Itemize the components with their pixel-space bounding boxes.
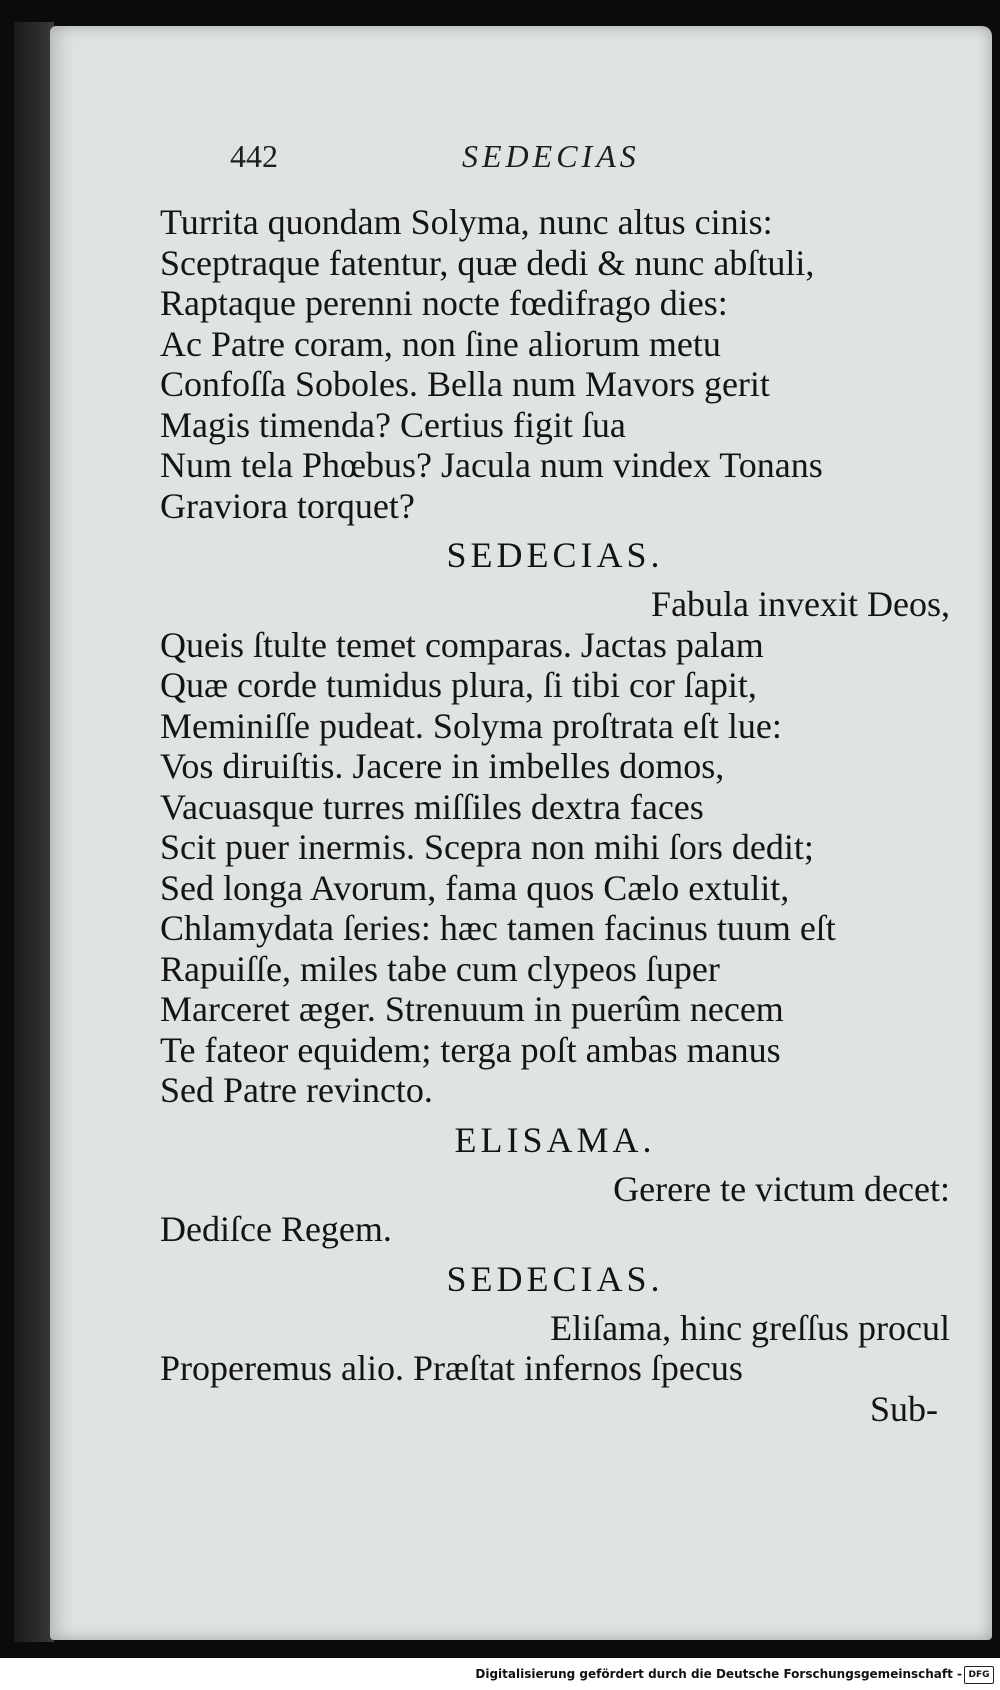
book-binding xyxy=(14,22,54,1642)
speaker-name: SEDECIAS. xyxy=(446,1258,664,1299)
verse-line: Fabula invexit Deos, xyxy=(651,584,950,624)
running-title: SEDECIAS xyxy=(462,138,640,174)
verse-line: Sed longa Avorum, fama quos Cælo extulit, xyxy=(160,867,790,908)
verse-line: Properemus alio. Præſtat infernos ſpecus xyxy=(160,1348,743,1388)
catchword: Sub- xyxy=(869,1388,938,1429)
verse-line: Magis timenda? Certius figit ſua xyxy=(160,404,626,445)
page-header xyxy=(230,138,750,182)
verse-line: Quæ corde tumidus plura, ſi tibi cor ſapit, xyxy=(160,665,757,705)
footer-bar xyxy=(0,1664,1000,1686)
verse-line: Rapuiſſe, miles tabe cum clypeos ſuper xyxy=(160,948,720,989)
speaker-name: SEDECIAS. xyxy=(446,535,664,575)
page-number: 442 xyxy=(230,138,278,174)
verse-line: Graviora torquet? xyxy=(160,485,415,526)
verse-line: Raptaque perenni nocte fœdifrago dies: xyxy=(160,283,728,323)
text-block xyxy=(160,202,950,1429)
verse-line: Sed Patre revincto. xyxy=(160,1070,433,1110)
funding-credit: Digitalisierung gefördert durch die Deutsche Forschungsgemeinschaft - xyxy=(475,1667,962,1681)
verse-line: Te fateor equidem; terga poſt ambas manus xyxy=(160,1029,781,1070)
verse-line: Queis ſtulte temet comparas. Jactas palam xyxy=(160,624,764,665)
verse-line: Gerere te victum decet: xyxy=(613,1168,950,1209)
verse-line: Num tela Phœbus? Jacula num vindex Tonans xyxy=(160,445,823,485)
verse-line: Ac Patre coram, non ſine aliorum metu xyxy=(160,323,721,364)
verse-line: Meminiſſe pudeat. Solyma proſtrata eſt lue: xyxy=(160,705,782,746)
verse-line: Scit puer inermis. Scepra non mihi ſors dedit; xyxy=(160,827,814,867)
verse-line: Turrita quondam Solyma, nunc altus cinis: xyxy=(160,202,773,242)
speaker-name: ELISAMA. xyxy=(454,1119,656,1160)
verse-line: Eliſama, hinc greſſus procul xyxy=(550,1307,950,1348)
dfg-logo-icon: DFG xyxy=(964,1666,994,1684)
verse-line: Sceptraque fatentur, quæ dedi & nunc abſtuli, xyxy=(160,242,815,283)
verse-line: Dediſce Regem. xyxy=(160,1209,392,1249)
verse-line: Marceret æger. Strenuum in puerûm necem xyxy=(160,989,784,1029)
verse-line: Confoſſa Soboles. Bella num Mavors gerit xyxy=(160,364,770,404)
verse-line: Vacuasque turres miſſiles dextra faces xyxy=(160,786,704,827)
verse-line: Vos diruiſtis. Jacere in imbelles domos, xyxy=(160,746,725,786)
verse-line: Chlamydata ſeries: hæc tamen facinus tuum eſt xyxy=(160,908,836,948)
